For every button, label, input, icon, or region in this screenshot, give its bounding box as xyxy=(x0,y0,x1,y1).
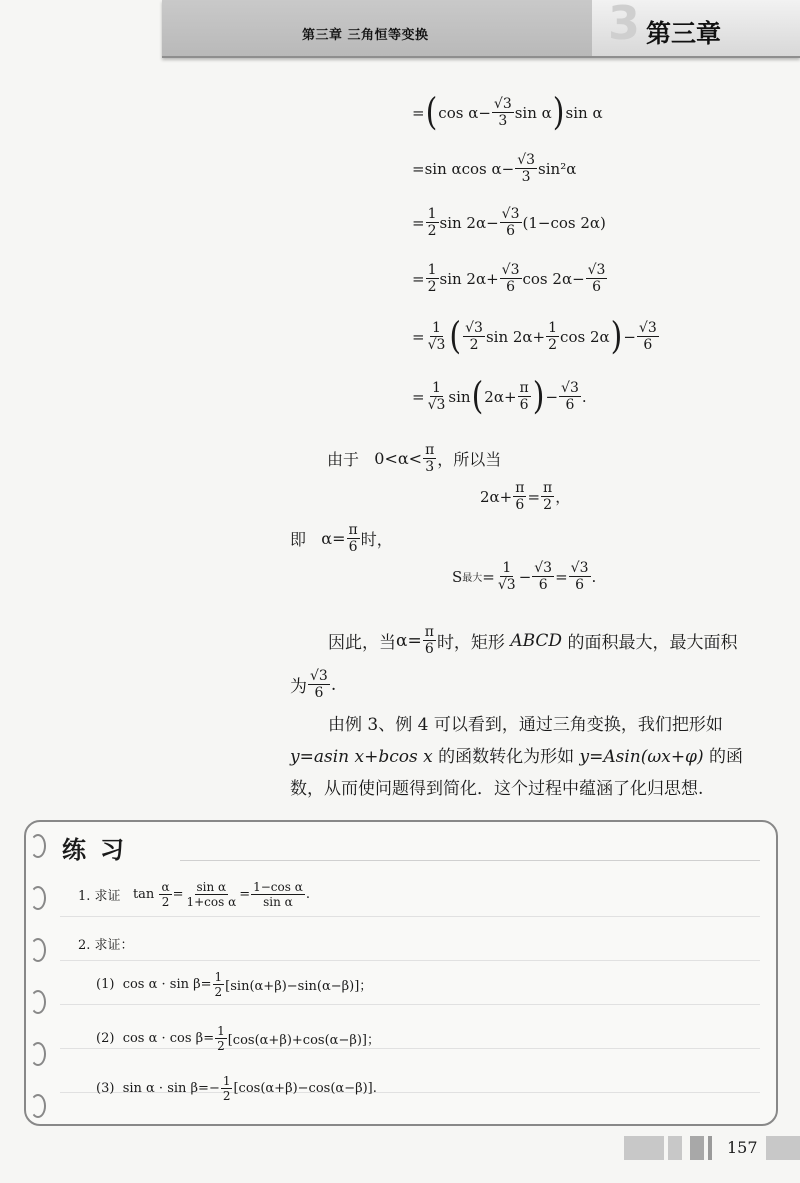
binder-ring xyxy=(30,990,46,1014)
exercise-title: 练习 xyxy=(62,836,138,864)
footer-bar xyxy=(690,1136,704,1160)
math-line-5: = $\frac{1}{√3}$ ( $\frac{√3}{2}$ sin 2α+ $\frac{1}{2}$ cos 2α ) − $\frac{√3}{6}$ xyxy=(412,314,657,358)
math-line-3: = $\frac{1}{2}$ sin 2α− $\frac{√3}{6}$ (1−cos 2α) xyxy=(412,206,606,239)
title-rule xyxy=(180,860,760,861)
footer-bar xyxy=(708,1136,712,1160)
math-line-1: = ( cos α− $\frac{√3}{3}$ sin α ) sin α xyxy=(412,90,603,134)
therefore-line: 因此，当 α= $\frac{\pi}{6}$ 时，矩形 ABCD 的面积最大，最大面积 xyxy=(328,624,738,657)
exercise-sub-3: (3) sin α · sin β=− $\frac{1}{2}$ [cos(α+β)−cos(α−β)]. xyxy=(96,1074,377,1103)
ji-line: 即 α= $\frac{\pi}{6}$ 时， xyxy=(290,522,393,555)
ruled-line xyxy=(60,916,760,917)
math-line-6: = $\frac{1}{√3}$ sin ( 2α+ $\frac{\pi}{6}$ ) − $\frac{√3}{6}$ . xyxy=(412,374,587,418)
ruled-line xyxy=(60,960,760,961)
binder-ring xyxy=(30,834,46,858)
wei-line: 为 $\frac{√3}{6}$ . xyxy=(290,668,337,701)
math-line-2: =sin αcos α− $\frac{√3}{3}$ sin²α xyxy=(412,152,577,185)
page-number: 157 xyxy=(727,1138,758,1157)
binder-ring xyxy=(30,1094,46,1118)
exercise-item-2: 2. 求证： xyxy=(78,938,134,953)
footer-bar xyxy=(668,1136,682,1160)
footer-bar xyxy=(766,1136,800,1160)
since-line: 由于 0<α< $\frac{\pi}{3}$ ，所以当 xyxy=(327,442,502,475)
summary-line-1: 由例 3、例 4 可以看到，通过三角变换，我们把形如 xyxy=(328,715,723,735)
exercise-item-1: 1. 求证 tan $\frac{\alpha}{2}$ = $\frac{\text{sin α}}{\text{1+cos α}}$ = $\frac{\text{1−cos α}}{\text{sin α}}$ . xyxy=(78,880,310,909)
binder-ring xyxy=(30,886,46,910)
exercise-sub-1: (1) cos α · sin β= $\frac{1}{2}$ [sin(α+β)−sin(α−β)]； xyxy=(96,970,373,999)
chapter-label: 第三章 xyxy=(646,19,722,48)
summary-line-2: y=asin x+bcos x 的函数转化为形如 y=Asin(ωx+φ) 的函 xyxy=(290,747,744,767)
summary-line-3: 数，从而使问题得到简化．这个过程中蕴涵了化归思想. xyxy=(290,779,704,799)
s-max-line: S 最大 = $\frac{1}{√3}$ − $\frac{√3}{6}$ = $\frac{√3}{6}$ . xyxy=(452,560,597,593)
equation-line: 2α+ $\frac{\pi}{6}$ = $\frac{\pi}{2}$ ， xyxy=(480,480,571,513)
exercise-sub-2: (2) cos α · cos β= $\frac{1}{2}$ [cos(α+β)+cos(α−β)]； xyxy=(96,1024,380,1053)
chapter-ghost-number: 3 xyxy=(608,0,641,50)
math-line-4: = $\frac{1}{2}$ sin 2α+ $\frac{√3}{6}$ cos 2α− $\frac{√3}{6}$ xyxy=(412,262,606,295)
binder-ring xyxy=(30,938,46,962)
binder-ring xyxy=(30,1042,46,1066)
chapter-title: 第三章 三角恒等变换 xyxy=(302,28,429,43)
footer-bar xyxy=(624,1136,664,1160)
ruled-line xyxy=(60,1004,760,1005)
